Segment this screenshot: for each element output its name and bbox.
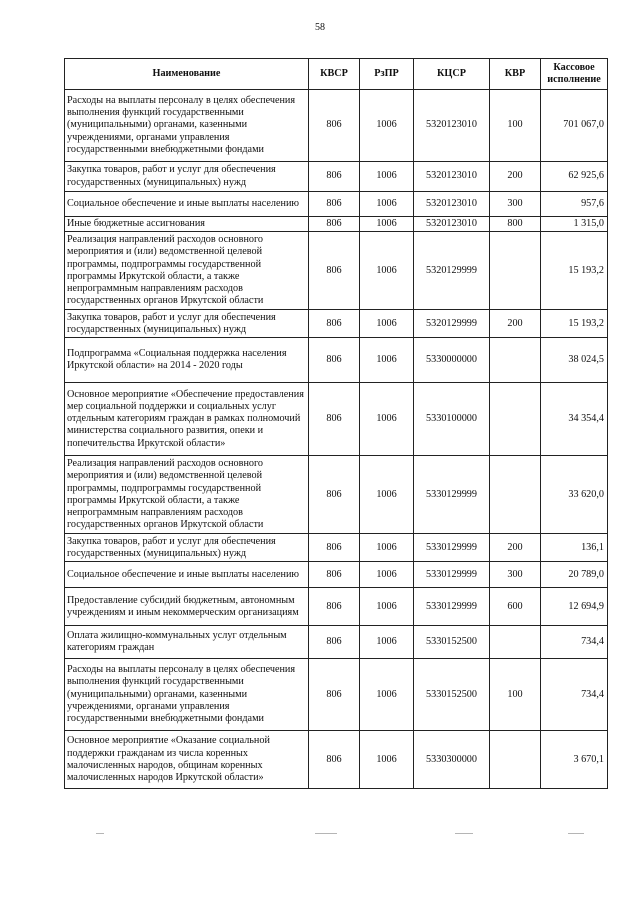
row-name: Оплата жилищно-коммунальных услуг отдельным категориям граждан: [65, 626, 309, 659]
row-kcsr: 5320129999: [414, 310, 490, 338]
row-name: Закупка товаров, работ и услуг для обеспечения государственных (муниципальных) нужд: [65, 534, 309, 562]
scan-artifact: [315, 833, 337, 834]
row-rzpr: 1006: [360, 90, 414, 162]
scan-artifact: [568, 833, 584, 834]
row-name: Реализация направлений расходов основного мероприятия и (или) ведомственной целевой программы, подпрограммы государственной программы Иркутской области, а также непрограммным направлениям расходов государственных органов Иркутской области: [65, 456, 309, 534]
row-kcsr: 5330129999: [414, 562, 490, 588]
row-rzpr: 1006: [360, 562, 414, 588]
row-kvsr: 806: [309, 731, 360, 789]
table-header-row: [65, 59, 608, 90]
row-name: Социальное обеспечение и иные выплаты населению: [65, 192, 309, 217]
row-kvr: 100: [490, 659, 541, 731]
table-row: [65, 217, 608, 232]
row-kvsr: 806: [309, 232, 360, 310]
table-row: [65, 162, 608, 192]
scan-artifact: [455, 833, 473, 834]
row-rzpr: 1006: [360, 162, 414, 192]
row-kvsr: 806: [309, 310, 360, 338]
row-kvsr: 806: [309, 192, 360, 217]
table-row: [65, 731, 608, 789]
row-rzpr: 1006: [360, 338, 414, 383]
row-name: Подпрограмма «Социальная поддержка населения Иркутской области» на 2014 - 2020 годы: [65, 338, 309, 383]
header-kvsr: КВСР: [309, 59, 360, 90]
table-row: [65, 338, 608, 383]
row-cash: 1 315,0: [541, 217, 608, 232]
table-row: [65, 659, 608, 731]
row-name: Закупка товаров, работ и услуг для обеспечения государственных (муниципальных) нужд: [65, 310, 309, 338]
row-kvr: 200: [490, 534, 541, 562]
row-kcsr: 5320123010: [414, 192, 490, 217]
table-row: [65, 310, 608, 338]
table-row: [65, 232, 608, 310]
row-cash: 12 694,9: [541, 588, 608, 626]
header-kvr: КВР: [490, 59, 541, 90]
row-name: Предоставление субсидий бюджетным, автономным учреждениям и иным некоммерческим организациям: [65, 588, 309, 626]
table-row: [65, 534, 608, 562]
row-cash: 701 067,0: [541, 90, 608, 162]
row-kcsr: 5320129999: [414, 232, 490, 310]
row-kvr: 200: [490, 310, 541, 338]
row-name: Иные бюджетные ассигнования: [65, 217, 309, 232]
row-name: Социальное обеспечение и иные выплаты населению: [65, 562, 309, 588]
row-rzpr: 1006: [360, 310, 414, 338]
row-rzpr: 1006: [360, 217, 414, 232]
row-cash: 15 193,2: [541, 310, 608, 338]
row-rzpr: 1006: [360, 626, 414, 659]
row-cash: 136,1: [541, 534, 608, 562]
row-kcsr: 5330300000: [414, 731, 490, 789]
row-kcsr: 5330129999: [414, 456, 490, 534]
row-kvr: 300: [490, 562, 541, 588]
row-kvsr: 806: [309, 534, 360, 562]
row-rzpr: 1006: [360, 192, 414, 217]
row-kvsr: 806: [309, 338, 360, 383]
row-name: Расходы на выплаты персоналу в целях обеспечения выполнения функций государственными (муниципальными) органами, казенными учреждениями, органами управления государственными внебюджетными фондами: [65, 90, 309, 162]
row-kcsr: 5320123010: [414, 217, 490, 232]
row-kcsr: 5330100000: [414, 383, 490, 456]
table-row: [65, 626, 608, 659]
row-kvr: [490, 383, 541, 456]
row-cash: 20 789,0: [541, 562, 608, 588]
row-kvsr: 806: [309, 562, 360, 588]
table-row: [65, 90, 608, 162]
row-kcsr: 5330152500: [414, 659, 490, 731]
row-rzpr: 1006: [360, 232, 414, 310]
table-row: [65, 383, 608, 456]
row-kvsr: 806: [309, 456, 360, 534]
row-kvr: [490, 338, 541, 383]
row-cash: 62 925,6: [541, 162, 608, 192]
header-cash-execution: Кассовое исполнение: [541, 59, 608, 90]
row-kvr: 300: [490, 192, 541, 217]
row-kcsr: 5330152500: [414, 626, 490, 659]
scan-artifact: [96, 833, 104, 834]
header-kcsr: КЦСР: [414, 59, 490, 90]
row-kvr: 600: [490, 588, 541, 626]
row-kcsr: 5330129999: [414, 588, 490, 626]
row-kvsr: 806: [309, 162, 360, 192]
table-row: [65, 192, 608, 217]
row-cash: 15 193,2: [541, 232, 608, 310]
row-cash: 734,4: [541, 659, 608, 731]
row-rzpr: 1006: [360, 534, 414, 562]
row-kcsr: 5330129999: [414, 534, 490, 562]
row-kvsr: 806: [309, 659, 360, 731]
row-rzpr: 1006: [360, 456, 414, 534]
row-rzpr: 1006: [360, 383, 414, 456]
row-cash: 34 354,4: [541, 383, 608, 456]
row-cash: 957,6: [541, 192, 608, 217]
row-name: Основное мероприятие «Оказание социальной поддержки гражданам из числа коренных малочисленных народов, общинам коренных малочисленных народов Иркутской области»: [65, 731, 309, 789]
row-kvr: [490, 232, 541, 310]
row-kcsr: 5320123010: [414, 90, 490, 162]
row-rzpr: 1006: [360, 588, 414, 626]
table-row: [65, 562, 608, 588]
row-cash: 38 024,5: [541, 338, 608, 383]
row-kvsr: 806: [309, 588, 360, 626]
header-rzpr: РзПР: [360, 59, 414, 90]
row-kvr: 100: [490, 90, 541, 162]
row-kvr: [490, 456, 541, 534]
row-cash: 734,4: [541, 626, 608, 659]
header-name: Наименование: [65, 59, 309, 90]
row-name: Закупка товаров, работ и услуг для обеспечения государственных (муниципальных) нужд: [65, 162, 309, 192]
row-kvr: 200: [490, 162, 541, 192]
row-rzpr: 1006: [360, 731, 414, 789]
row-name: Основное мероприятие «Обеспечение предоставления мер социальной поддержки и социальных услуг отдельным категориям граждан в рамках полномочий министерства социального развития, опеки и попечительства Иркутской области»: [65, 383, 309, 456]
page-number: 58: [315, 22, 325, 33]
table-row: [65, 588, 608, 626]
row-kvr: [490, 731, 541, 789]
budget-execution-table: [64, 58, 608, 789]
row-kcsr: 5330000000: [414, 338, 490, 383]
row-kvr: [490, 626, 541, 659]
row-kvr: 800: [490, 217, 541, 232]
row-kvsr: 806: [309, 90, 360, 162]
row-cash: 33 620,0: [541, 456, 608, 534]
row-kvsr: 806: [309, 217, 360, 232]
row-name: Реализация направлений расходов основного мероприятия и (или) ведомственной целевой программы, подпрограммы государственной программы Иркутской области, а также непрограммным направлениям расходов государственных органов Иркутской области: [65, 232, 309, 310]
row-name: Расходы на выплаты персоналу в целях обеспечения выполнения функций государственными (муниципальными) органами, казенными учреждениями, органами управления государственными внебюджетными фондами: [65, 659, 309, 731]
row-kvsr: 806: [309, 383, 360, 456]
row-kvsr: 806: [309, 626, 360, 659]
table-row: [65, 456, 608, 534]
row-kcsr: 5320123010: [414, 162, 490, 192]
row-rzpr: 1006: [360, 659, 414, 731]
row-cash: 3 670,1: [541, 731, 608, 789]
